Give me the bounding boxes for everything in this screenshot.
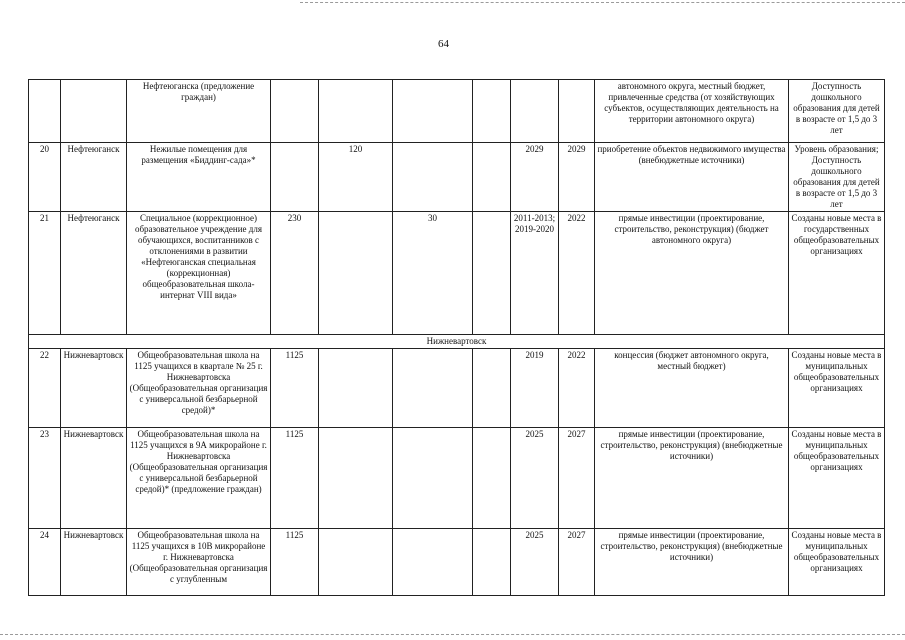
table-row [29,212,885,335]
capacity-cell [473,143,511,212]
capacity-cell [319,529,393,596]
capacity-cell [319,80,393,143]
object-name-cell: Нежилые помещения для размещения «Биддинг-сада»* [127,143,271,212]
start-year-cell: 2029 [511,143,559,212]
start-year-cell: 2025 [511,428,559,529]
funding-source-cell: прямые инвестиции (проектирование, строительство, реконструкция) (внебюджетные источники) [595,428,789,529]
end-year-cell: 2022 [559,349,595,428]
object-name-cell: Общеобразовательная школа на 1125 учащихся в 10В микрорайоне г. Нижневартовска (Общеобразовательная организация с углубленным [127,529,271,596]
capacity-cell: 30 [393,212,473,335]
row-number [29,80,61,143]
table-row [29,428,885,529]
capacity-cell [393,143,473,212]
capacity-cell [473,349,511,428]
result-cell: Созданы новые места в муниципальных общеобразовательных организациях [789,428,885,529]
table-row [29,80,885,143]
capacity-cell [319,428,393,529]
start-year-cell: 2019 [511,349,559,428]
result-cell: Созданы новые места в муниципальных общеобразовательных организациях [789,349,885,428]
capacity-cell: 1125 [271,428,319,529]
capacity-cell [393,80,473,143]
end-year-cell: 2022 [559,212,595,335]
result-cell: Созданы новые места в государственных общеобразовательных организациях [789,212,885,335]
result-cell: Созданы новые места в муниципальных общеобразовательных организациях [789,529,885,596]
funding-source-cell: концессия (бюджет автономного округа, местный бюджет) [595,349,789,428]
row-number: 23 [29,428,61,529]
row-number: 22 [29,349,61,428]
start-year-cell: 2011-2013; 2019-2020 [511,212,559,335]
capacity-cell: 120 [319,143,393,212]
funding-source-cell: прямые инвестиции (проектирование, строительство, реконструкция) (внебюджетные источники) [595,529,789,596]
capacity-cell [393,349,473,428]
municipality-cell: Нижневартовск [61,428,127,529]
table-row [29,143,885,212]
start-year-cell: 2025 [511,529,559,596]
capacity-cell [319,349,393,428]
capacity-cell [473,428,511,529]
scan-edge-top [300,2,905,3]
start-year-cell [511,80,559,143]
municipality-cell: Нефтеюганск [61,143,127,212]
funding-source-cell: прямые инвестиции (проектирование, строительство, реконструкция) (бюджет автономного округа) [595,212,789,335]
scan-edge-bottom [0,634,905,635]
end-year-cell: 2029 [559,143,595,212]
capacity-cell [393,428,473,529]
end-year-cell [559,80,595,143]
capacity-cell [473,529,511,596]
object-name-cell: Специальное (коррекционное) образовательное учреждение для обучающихся, воспитанников с отклонениями в развитии «Нефтеюганская специальная (коррекционная) общеобразовательная школа-интернат VIII вида» [127,212,271,335]
object-name-cell: Общеобразовательная школа на 1125 учащихся в 9А микрорайоне г. Нижневартовска (Общеобразовательная организация с универсальной безбарьерной средой)* (предложение граждан) [127,428,271,529]
page-number: 64 [438,38,449,50]
municipality-cell [61,80,127,143]
funding-source-cell: автономного округа, местный бюджет, привлеченные средства (от хозяйствующих субъектов, осуществляющих деятельность на территории автономного округа) [595,80,789,143]
capacity-cell [473,212,511,335]
capacity-cell [271,143,319,212]
investment-objects-table [28,79,885,596]
capacity-cell [271,80,319,143]
municipality-cell: Нижневартовск [61,349,127,428]
municipality-cell: Нижневартовск [61,529,127,596]
end-year-cell: 2027 [559,529,595,596]
object-name-cell: Общеобразовательная школа на 1125 учащихся в квартале № 25 г. Нижневартовска (Общеобразовательная организация с универсальной безбарьерной средой)* [127,349,271,428]
funding-source-cell: приобретение объектов недвижимого имущества (внебюджетные источники) [595,143,789,212]
capacity-cell [319,212,393,335]
capacity-cell: 1125 [271,529,319,596]
end-year-cell: 2027 [559,428,595,529]
row-number: 21 [29,212,61,335]
section-title-nizhnevartovsk: Нижневартовск [29,335,885,349]
capacity-cell: 230 [271,212,319,335]
municipality-cell: Нефтеюганск [61,212,127,335]
result-cell: Доступность дошкольного образования для детей в возрасте от 1,5 до 3 лет [789,80,885,143]
capacity-cell [393,529,473,596]
object-name-cell: Нефтеюганска (предложение граждан) [127,80,271,143]
row-number: 24 [29,529,61,596]
result-cell: Уровень образования; Доступность дошкольного образования для детей в возрасте от 1,5 до 3 лет [789,143,885,212]
capacity-cell [473,80,511,143]
table-row [29,349,885,428]
table-row [29,529,885,596]
row-number: 20 [29,143,61,212]
section-row [29,335,885,349]
capacity-cell: 1125 [271,349,319,428]
